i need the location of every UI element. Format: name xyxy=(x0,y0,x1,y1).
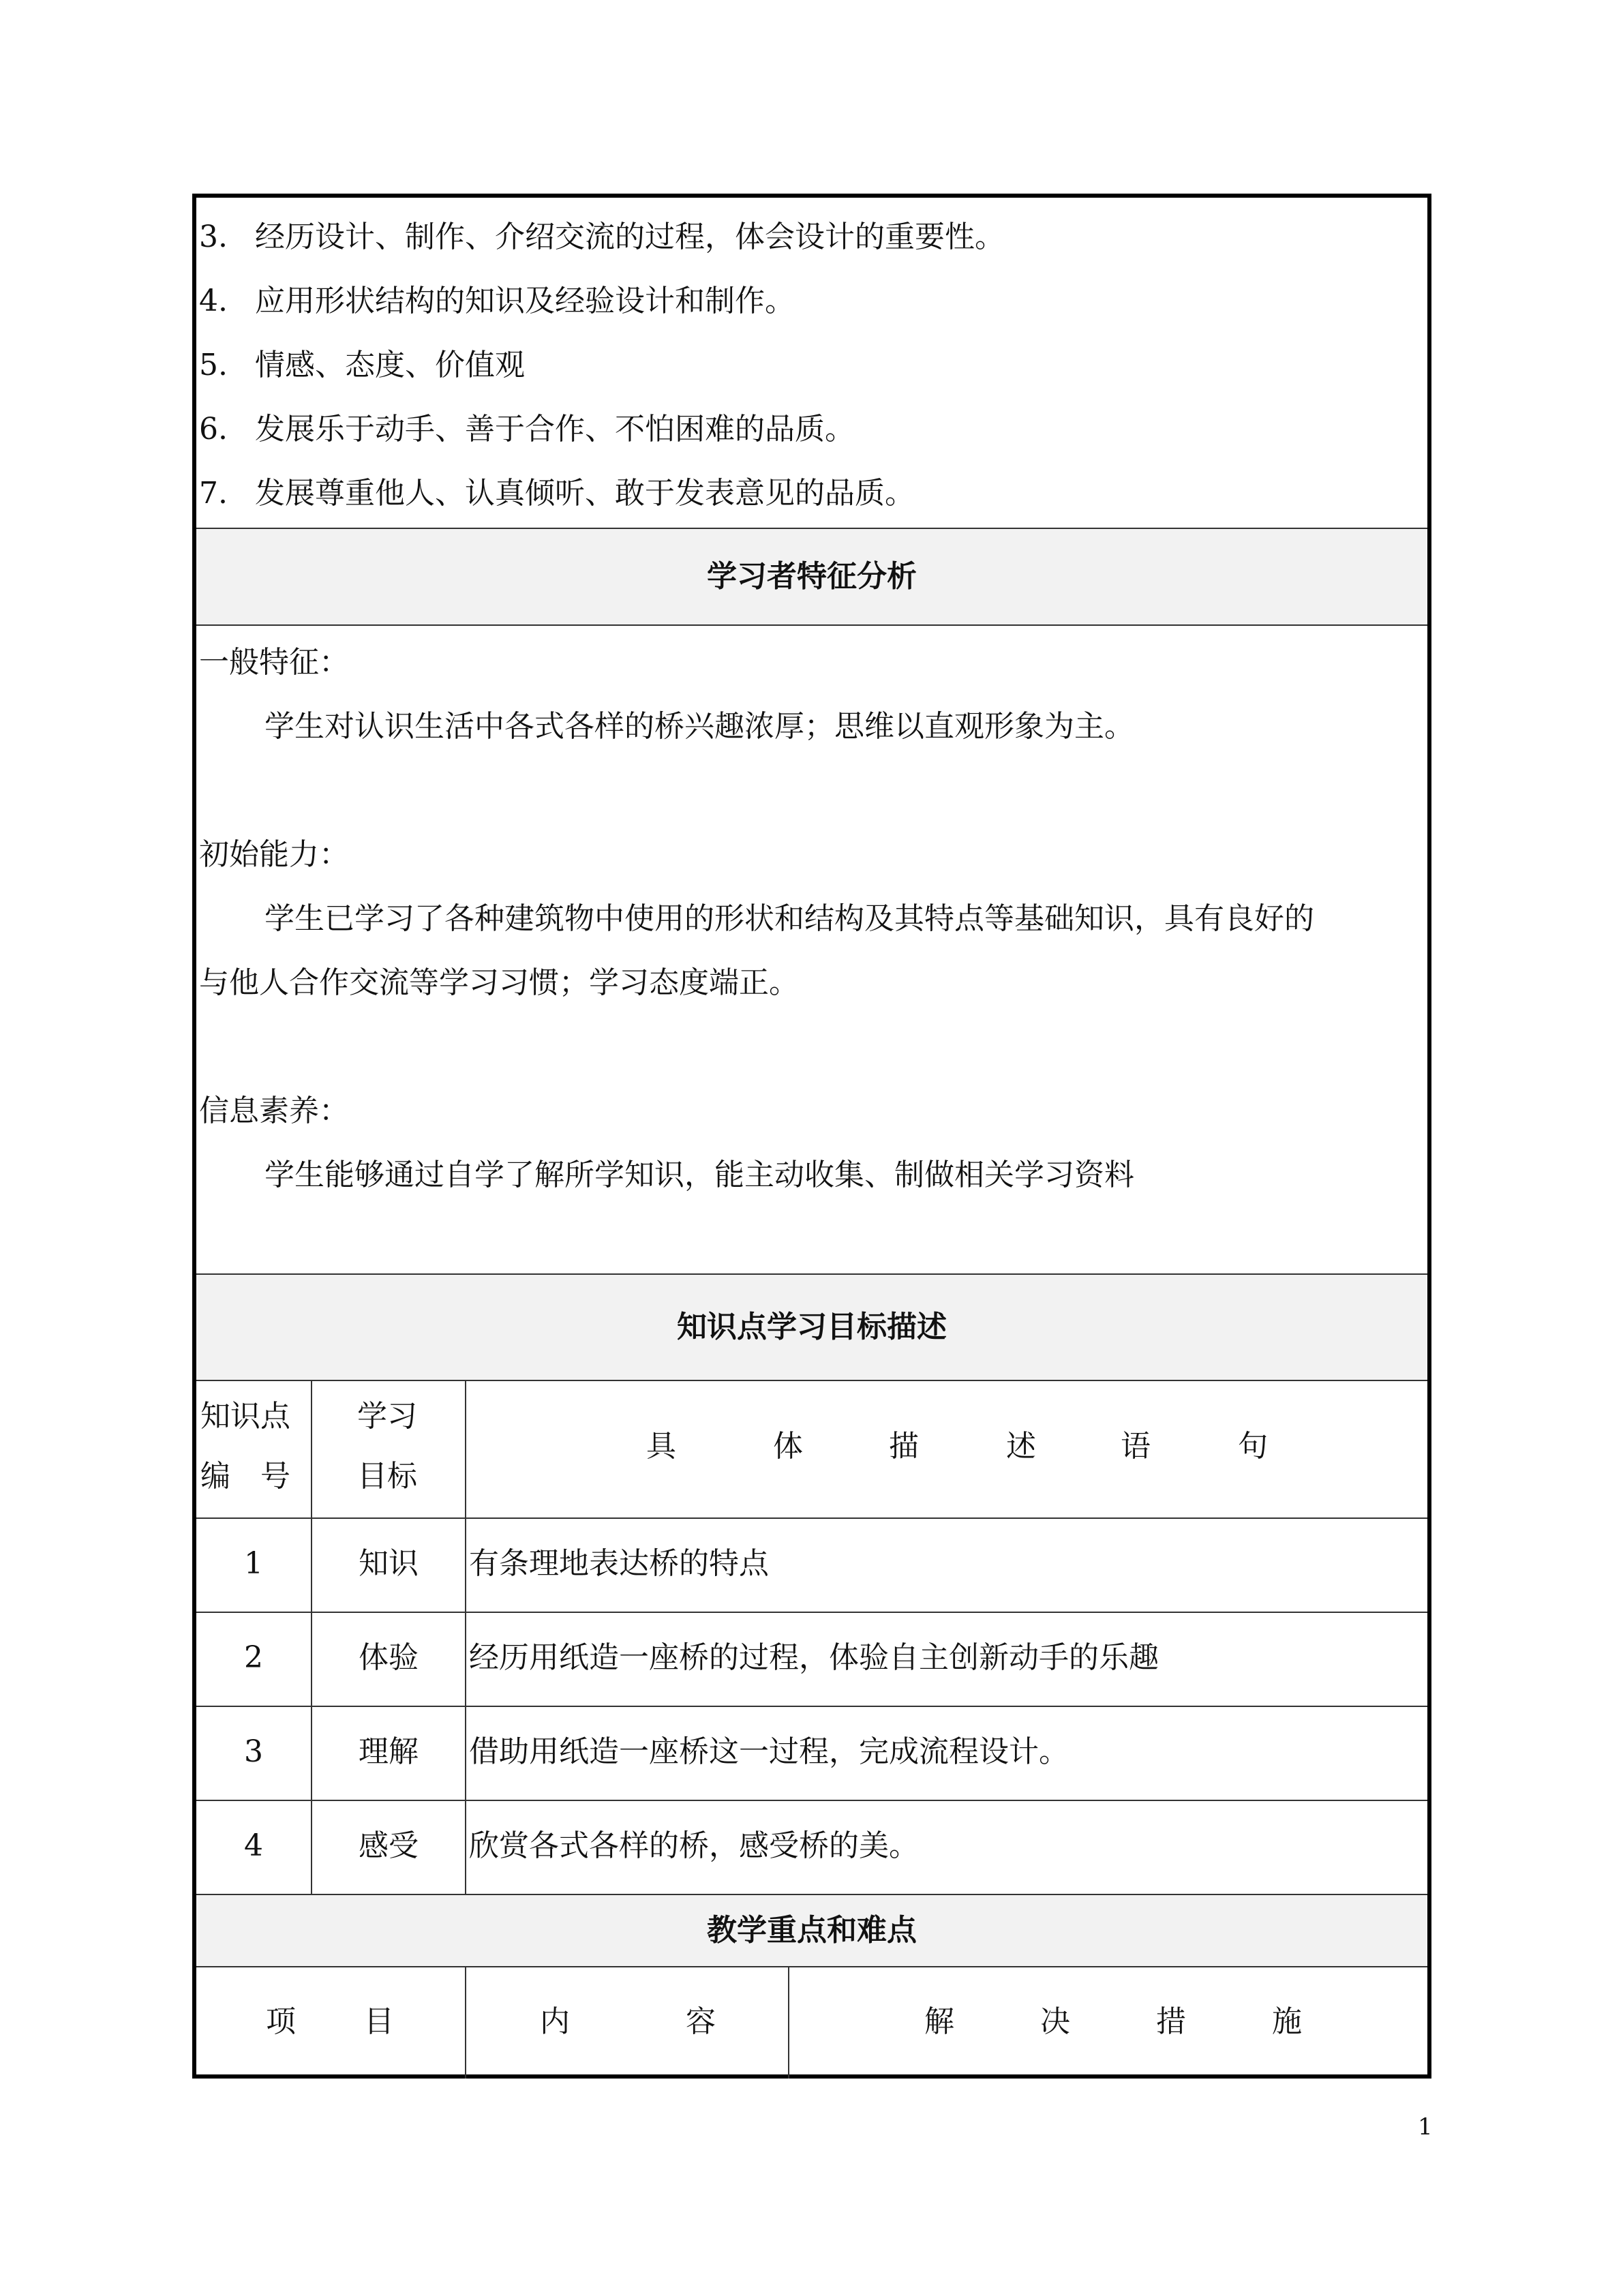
header-knowledge-point: 知识点 xyxy=(200,1399,290,1434)
objective-number: 6. xyxy=(199,412,228,447)
knowledge-goals-title: 知识点学习目标描述 xyxy=(677,1310,947,1344)
header-char: 句 xyxy=(1238,1429,1268,1464)
key-points-table-header xyxy=(196,1967,1427,2079)
objective-item xyxy=(199,217,1005,258)
objective-item xyxy=(199,409,855,450)
header-description xyxy=(646,1426,1464,1467)
objective-number: 4. xyxy=(199,284,228,318)
learner-analysis-title: 学习者特征分析 xyxy=(707,559,917,594)
header-char: 描 xyxy=(889,1429,919,1464)
header-char: 施 xyxy=(1272,2004,1302,2039)
header-char: 解 xyxy=(924,2004,954,2039)
info-label: 信息素养： xyxy=(199,1093,349,1128)
header-item xyxy=(266,2002,394,2042)
row-id: 1 xyxy=(244,1546,263,1581)
row-description: 欣赏各式各样的桥，感受桥的美。 xyxy=(469,1828,919,1863)
row-goal: 体验 xyxy=(359,1640,419,1675)
objective-text: 经历设计、制作、介绍交流的过程，体会设计的重要性。 xyxy=(255,220,1005,254)
info-text: 学生能够通过自学了解所学知识，能主动收集、制做相关学习资料 xyxy=(264,1158,1134,1192)
row-description: 有条理地表达桥的特点 xyxy=(469,1546,769,1581)
header-learning: 学习 xyxy=(357,1399,417,1434)
column-divider xyxy=(788,1967,789,2079)
row-goal: 感受 xyxy=(359,1828,419,1863)
header-char: 容 xyxy=(686,2004,716,2039)
objective-text: 应用形状结构的知识及经验设计和制作。 xyxy=(255,284,795,318)
row-description: 借助用纸造一座桥这一过程，完成流程设计。 xyxy=(469,1734,1069,1769)
header-char: 具 xyxy=(646,1429,676,1464)
page-number: 1 xyxy=(1418,2113,1433,2141)
objective-item xyxy=(199,345,525,386)
header-char: 措 xyxy=(1156,2004,1186,2039)
row-divider xyxy=(196,1517,1427,1519)
row-id: 3 xyxy=(244,1734,263,1769)
general-text: 学生对认识生活中各式各样的桥兴趣浓厚；思维以直观形象为主。 xyxy=(264,709,1134,744)
row-description: 经历用纸造一座桥的过程，体验自主创新动手的乐趣 xyxy=(469,1640,1159,1675)
header-char: 内 xyxy=(540,2004,570,2039)
objective-number: 3. xyxy=(199,220,228,254)
document-table xyxy=(192,194,1431,2079)
initial-label: 初始能力： xyxy=(199,837,349,872)
objective-number: 7. xyxy=(199,476,228,511)
knowledge-goals-table xyxy=(196,1381,1427,1897)
row-divider xyxy=(196,1612,1427,1613)
objective-item xyxy=(199,473,915,514)
initial-text-line1: 学生已学习了各种建筑物中使用的形状和结构及其特点等基础知识，具有良好的 xyxy=(264,901,1314,936)
objective-item xyxy=(199,281,795,322)
header-goal: 目标 xyxy=(357,1459,417,1494)
row-id: 4 xyxy=(244,1828,263,1863)
header-char: 述 xyxy=(1006,1429,1036,1464)
objective-text: 发展尊重他人、认真倾听、敢于发表意见的品质。 xyxy=(255,476,915,511)
header-char: 体 xyxy=(773,1429,803,1464)
general-label: 一般特征： xyxy=(199,645,349,680)
column-divider xyxy=(465,1967,466,2079)
row-goal: 知识 xyxy=(359,1546,419,1581)
header-char: 项 xyxy=(266,2004,296,2039)
header-char: 语 xyxy=(1121,1429,1151,1464)
column-divider xyxy=(465,1381,466,1897)
objectives-section xyxy=(196,198,1427,528)
knowledge-goals-header xyxy=(196,1273,1427,1381)
row-goal: 理解 xyxy=(359,1734,419,1769)
objective-number: 5. xyxy=(199,348,228,382)
header-content xyxy=(540,2002,716,2042)
row-divider xyxy=(196,1706,1427,1707)
initial-text-line2: 与他人合作交流等学习习惯；学习态度端正。 xyxy=(199,965,799,1000)
key-points-title: 教学重点和难点 xyxy=(707,1913,917,1948)
row-id: 2 xyxy=(244,1640,263,1675)
learner-analysis-body xyxy=(196,626,1427,1261)
objective-text: 发展乐于动手、善于合作、不怕困难的品质。 xyxy=(255,412,855,447)
objective-text: 情感、态度、价值观 xyxy=(255,348,525,382)
learner-analysis-header xyxy=(196,528,1427,626)
header-char: 目 xyxy=(364,2004,394,2039)
key-points-header xyxy=(196,1894,1427,1967)
header-char: 决 xyxy=(1040,2004,1070,2039)
header-solution xyxy=(924,2002,1302,2042)
header-number: 编 号 xyxy=(200,1459,290,1494)
row-divider xyxy=(196,1800,1427,1801)
